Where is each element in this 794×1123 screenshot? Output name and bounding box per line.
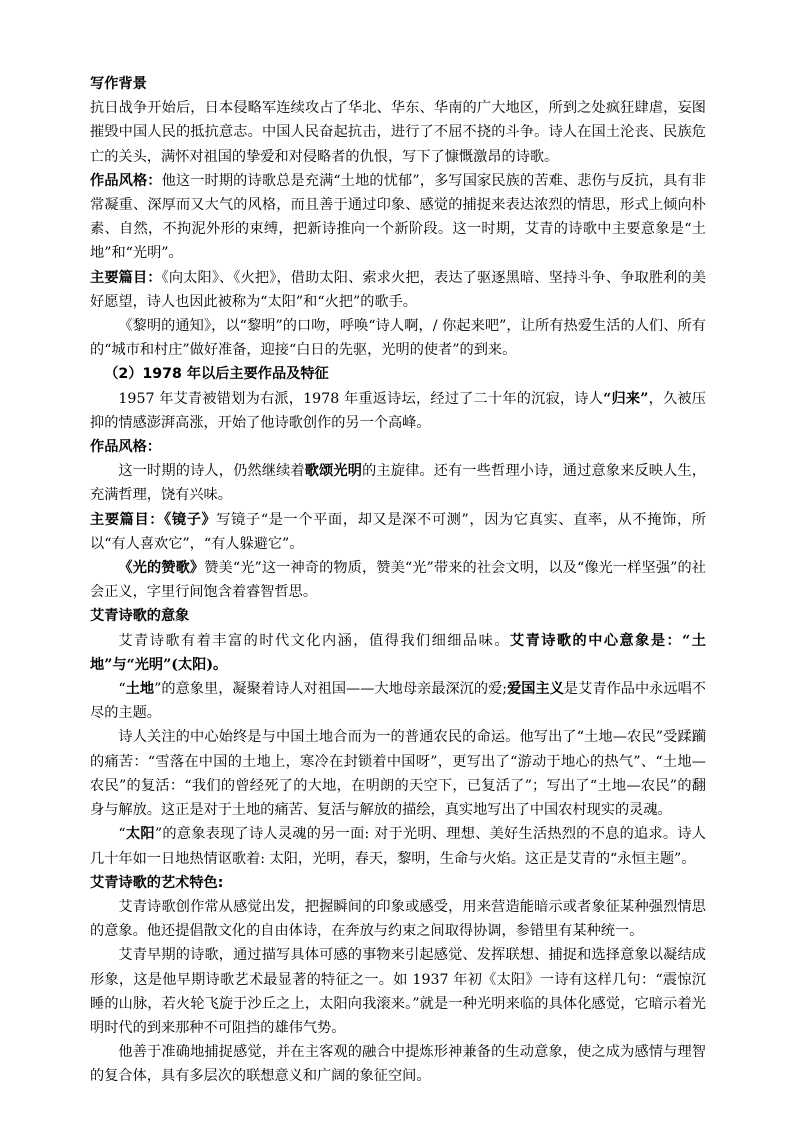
label-works-early: 主要篇目： <box>90 269 162 286</box>
text-land-a: “ <box>118 681 126 698</box>
text-land-emph: 土地 <box>125 681 155 698</box>
paragraph-style-late <box>90 459 706 507</box>
text-land-c: ”的意象里，凝聚着诗人对祖国——大地母亲最深沉的爱; <box>154 681 508 698</box>
text-style-late-c: 的主旋律。还有一些哲理小诗，通过意象来反映人生，充满哲理，饶有兴味。 <box>90 463 706 504</box>
text-return-c: ，久被压抑的情感澎湃高涨，开始了他诗歌创作的另一个高峰。 <box>90 390 706 431</box>
document-page <box>90 72 706 1089</box>
label-works-late: 主要篇目： <box>90 511 165 528</box>
title-mirror: 《镜子》 <box>164 511 217 528</box>
text-imagery-intro-a: 艾青诗歌有着丰富的时代文化内涵，值得我们细细品味。 <box>118 632 510 649</box>
paragraph-dawn-notice: 《黎明的通知》，以“黎明”的口吻，呼唤“诗人啊，/ 你起来吧”，让所有热爱生活的人们、所有的“城市和村庄”做好准备，迎接“白日的先驱，光明的使者”的到来。 <box>90 318 706 359</box>
text-works-early: 《向太阳》、《火把》，借助太阳、索求火把，表达了驱逐黑暗、坚持斗争、争取胜利的美好愿望，诗人也因此被称为“太阳”和“火把”的歌手。 <box>90 269 706 310</box>
paragraph-peasants: 诗人关注的中心始终是与中国土地合而为一的普通农民的命运。他写出了“土地—农民”受蹂躏的痛苦：“雪落在中国的土地上，寒冷在封锁着中国呀”，更写出了“游动于地心的热气”、“土地—农民”的复活：“我们的曾经死了的大地，在明朗的天空下，已复活了”；写出了“土地—农民”的翻身与解放。这正是对于土地的痛苦、复活与解放的描绘，真实地写出了中国农村现实的灵魂。 <box>90 729 706 819</box>
paragraph-background: 抗日战争开始后，日本侵略军连续攻占了华北、华东、华南的广大地区，所到之处疯狂肆虐，妄图摧毁中国人民的抵抗意志。中国人民奋起抗击，进行了不屈不挠的斗争。诗人在国土沦丧、民族危亡的关头，满怀对祖国的挚爱和对侵略者的仇恨，写下了慷慨激昂的诗歌。 <box>90 100 706 165</box>
paragraph-land <box>90 677 706 725</box>
text-style-early: 他这一时期的诗歌总是充满“土地的忧郁”，多写国家民族的苦难、悲伤与反抗，具有非常凝重、深厚而又大气的风格，而且善于通过印象、感觉的捕捉来表达浓烈的情思，形式上倾向朴素、自然，不拘泥外形的束缚，把新诗推向一个新阶段。这一时期，艾青的诗歌中主要意象是“土地”和“光明”。 <box>90 172 706 262</box>
paragraph-return <box>90 387 706 435</box>
text-style-late-a: 这一时期的诗人，仍然继续着 <box>118 463 305 480</box>
paragraph-style-early <box>90 169 706 266</box>
label-style-early: 作品风格： <box>90 172 162 189</box>
text-sun-a: “ <box>118 826 126 843</box>
paragraph-imagery-intro <box>90 629 706 677</box>
text-patriotism-emph: 爱国主义 <box>507 681 564 698</box>
paragraph-art-2: 艾青早期的诗歌，通过描写具体可感的事物来引起感觉、发挥联想、捕捉和选择意象以凝结成形象，这是他早期诗歌艺术最显著的特征之一。如 1937 年初《太阳》一诗有这样几句：“震惊沉睡的山脉，若火轮飞旋于沙丘之上，太阳向我滚来。”就是一种光明来临的具体化感觉，它暗示着光明时代的到来那种不可阻挡的雄伟气势。 <box>90 947 706 1036</box>
paragraph-works-early <box>90 266 706 314</box>
section-title-after-1978: （2）1978 年以后主要作品及特征 <box>104 366 329 383</box>
text-return-emph: “归来” <box>603 390 649 407</box>
title-light-ode: 《光的赞歌》 <box>118 560 205 577</box>
text-light-ode: 赞美“光”这一神奇的物质，赞美“光”带来的社会文明，以及“像光一样坚强”的社会正义，字里行间饱含着睿智哲思。 <box>90 560 706 601</box>
section-title-art: 艾青诗歌的艺术特色: <box>90 874 224 891</box>
text-return-a: 1957 年艾青被错划为右派，1978 年重返诗坛，经过了二十年的沉寂，诗人 <box>118 390 604 407</box>
text-sun-emph: 太阳 <box>125 826 155 843</box>
paragraph-art-1: 艾青诗歌创作常从感觉出发，把握瞬间的印象或感受，用来营造能暗示或者象征某种强烈情思的意象。他还提倡散文化的自由体诗，在奔放与约束之间取得协调，参错里有某种统一。 <box>90 898 706 940</box>
section-title-background: 写作背景 <box>90 76 147 92</box>
paragraph-art-3: 他善于准确地捕捉感觉，并在主客观的融合中提炼形神兼备的生动意象，使之成为感情与理智的复合体，具有多层次的联想意义和广阔的象征空间。 <box>90 1044 706 1085</box>
paragraph-mirror <box>90 508 706 556</box>
section-title-imagery: 艾青诗歌的意象 <box>90 608 190 625</box>
text-land-e: 是艾青作品中永远唱不尽的主题。 <box>90 681 706 722</box>
label-style-late: 作品风格： <box>90 439 161 456</box>
text-mirror: 写镜子“是一个平面，却又是深不可测”，因为它真实、直率，从不掩饰，所以“有人喜欢它”，“有人躲避它”。 <box>90 511 706 552</box>
text-sun-c: ”的意象表现了诗人灵魂的另一面: 对于光明、理想、美好生活热烈的不息的追求。诗人几十年如一日地热情讴歌着: 太阳，光明，春天，黎明，生命与火焰。这正是艾青的“永恒主题”。 <box>90 826 706 867</box>
paragraph-light-ode <box>90 556 706 604</box>
paragraph-sun <box>90 822 706 870</box>
text-style-late-emph: 歌颂光明 <box>304 463 363 480</box>
text-imagery-intro-emph: 艾青诗歌的中心意象是：“土地”与“光明”(太阳)。 <box>90 632 706 673</box>
